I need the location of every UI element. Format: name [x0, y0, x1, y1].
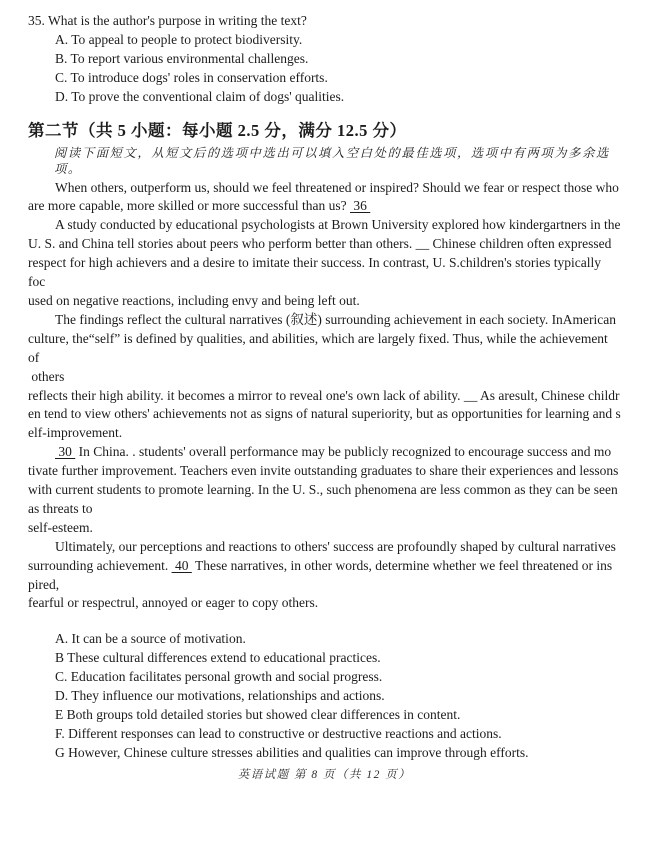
question-35: [28, 12, 621, 107]
question-option-line: D. To prove the conventional claim of dogs' qualities.: [55, 88, 345, 104]
passage-line: reflects their high ability. it becomes a mirror to reveal one's own lack of ability. __ As aresult, Chinese childr: [28, 387, 620, 403]
choice-line: F. Different responses can lead to constructive or destructive reactions and actions.: [55, 725, 502, 741]
passage-line: with current students to promote learning. In the U. S., such phenomena are less common as they can be seen: [28, 482, 618, 498]
question-option-line: B. To report various environmental challenges.: [55, 50, 309, 66]
numbered-blank: 36: [350, 198, 371, 214]
choice-list: [55, 630, 621, 762]
section-heading: 第二节（共 5 小题：每小题 2.5 分，满分 12.5 分）: [28, 120, 407, 140]
page-footer: 英语试题 第 8 页（共 12 页）: [237, 769, 412, 781]
question-option-line: A. To appeal to people to protect biodiversity.: [55, 31, 303, 47]
passage-line: pired,: [28, 576, 60, 592]
passage-line: surrounding achievement. 40 These narratives, in other words, determine whether we feel threatened or ins: [28, 557, 613, 573]
passage-line: elf-improvement.: [28, 425, 123, 441]
passage-line: Ultimately, our perceptions and reactions to others' success are profoundly shaped by cultural narratives: [55, 538, 616, 554]
choice-line: E Both groups told detailed stories but showed clear differences in content.: [55, 707, 461, 722]
passage-line: fearful or respectrul, annoyed or eager to copy others.: [28, 595, 319, 611]
passage-line: U. S. and China tell stories about peers who perform better than others. __ Chinese children often expressed: [28, 236, 612, 252]
choice-line: A. It can be a source of motivation.: [55, 631, 246, 647]
passage-line: A study conducted by educational psychologists at Brown University explored how kindergartners in the: [55, 217, 621, 233]
passage-line: as threats to: [28, 500, 93, 516]
question-35-options: [55, 31, 621, 107]
numbered-blank: 40: [171, 557, 192, 573]
choice-line: D. They influence our motivations, relationships and actions.: [55, 688, 385, 704]
passage-line: are more capable, more skilled or more successful than us? 36: [28, 198, 371, 214]
passage: [28, 179, 621, 614]
passage-line: 30 In China. . students' overall performance may be publicly recognized to encourage success and mo: [55, 444, 612, 460]
choice-line: C. Education facilitates personal growth and social progress.: [55, 669, 383, 685]
question-option-line: C. To introduce dogs' roles in conservation efforts.: [55, 69, 328, 85]
passage-line: respect for high achievers and a desire to imitate their success. In contrast, U. S.children's stories typically foc: [28, 255, 605, 290]
passage-line: self-esteem.: [28, 519, 93, 535]
passage-line: The findings reflect the cultural narratives (叙述) surrounding achievement in each society. InAmerican: [55, 311, 617, 327]
choice-line: B These cultural differences extend to educational practices.: [55, 650, 381, 666]
choice-line: G However, Chinese culture stresses abilities and qualities can improve through efforts.: [55, 744, 529, 760]
question-35-stem: 35. What is the author's purpose in writing the text?: [28, 13, 307, 28]
passage-line: others: [28, 368, 65, 384]
passage-line: used on negative reactions, including envy and being left out.: [28, 292, 360, 308]
passage-line: en tend to view others' achievements not as signs of natural superiority, but as opportunities for learning and s: [28, 406, 621, 422]
section-instruction: 阅读下面短文，从短文后的选项中选出可以填入空白处的最佳选项，选项中有两项为多余选项。: [54, 145, 610, 176]
passage-line: culture, the“self” is defined by qualities, and abilities, which are largely fixed. Thus, while the achievement of: [28, 330, 612, 365]
passage-line: tivate further improvement. Teachers even invite outstanding graduates to share their experiences and lessons: [28, 463, 619, 479]
passage-line: When others, outperform us, should we feel threatened or inspired? Should we fear or respect those who: [55, 179, 619, 195]
numbered-blank: 30: [55, 444, 76, 460]
